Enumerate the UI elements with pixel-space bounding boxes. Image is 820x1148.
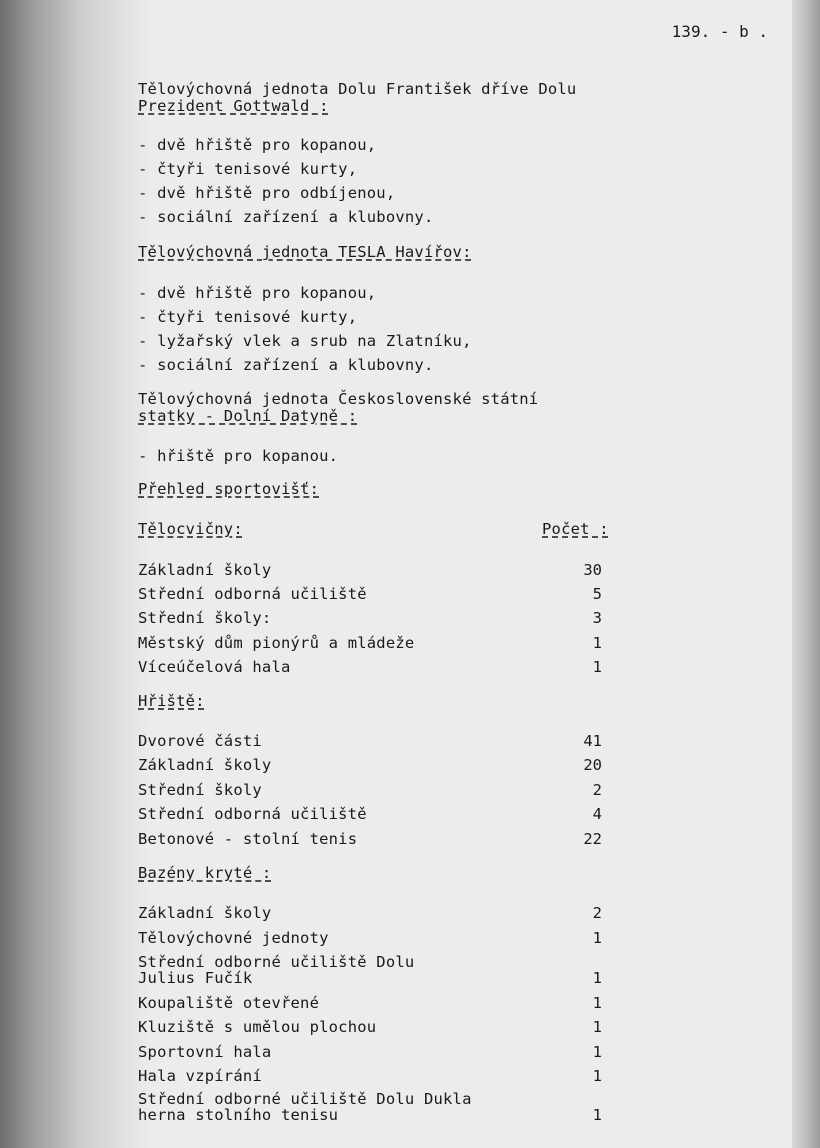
table-row-count: 30 [583,561,602,579]
table-row-label: Dvorové části [138,732,262,750]
table-row-count: 1 [592,1018,602,1036]
list-item: - sociální zařízení a klubovny. [138,356,434,374]
table-row-count: 1 [592,658,602,676]
table-row-count: 1 [592,929,602,947]
list-item: - čtyři tenisové kurty, [138,160,358,178]
table-row-label: Základní školy [138,756,272,774]
table-row-label: Střední odborné učiliště Dolu Dukla [138,1090,472,1108]
table-row-label: Základní školy [138,904,272,922]
table-row-count: 3 [592,609,602,627]
table-row-count: 1 [592,1106,602,1124]
table-row-count: 1 [592,994,602,1012]
table-row-label: Městský dům pionýrů a mládeže [138,634,415,652]
table-row-count: 1 [592,1043,602,1061]
table-row-label: Koupaliště otevřené [138,994,320,1012]
count-header: Počet : [542,520,609,538]
section-heading: Tělovýchovná jednota Dolu František dříve Dolu [138,80,577,98]
table-row-count: 1 [592,634,602,652]
category-title: Hřiště: [138,692,205,710]
table-row-label: Střední školy: [138,609,272,627]
table-row-label: Julius Fučík [138,969,253,987]
category-title: Bazény kryté : [138,864,272,882]
table-row-label: Betonové - stolní tenis [138,830,358,848]
table-row-label: Základní školy [138,561,272,579]
list-item: - dvě hřiště pro kopanou, [138,284,377,302]
list-item: - dvě hřiště pro odbíjenou, [138,184,396,202]
table-row-count: 4 [592,805,602,823]
table-row-label: Střední odborná učiliště [138,805,367,823]
table-row-label: Střední školy [138,781,262,799]
category-title: Tělocvičny: [138,520,243,538]
table-row-label: Sportovní hala [138,1043,272,1061]
overview-title: Přehled sportovišť: [138,480,320,498]
table-row-label: Střední odborné učiliště Dolu [138,953,415,971]
section-heading: Prezident Gottwald : [138,97,329,115]
table-row-count: 5 [592,585,602,603]
table-row-count: 1 [592,1067,602,1085]
section-heading: statky - Dolní Datyně : [138,407,358,425]
table-row-label: Hala vzpírání [138,1067,262,1085]
table-row-count: 22 [583,830,602,848]
section-heading: Tělovýchovná jednota Československé státní [138,390,539,408]
table-row-count: 41 [583,732,602,750]
table-row-count: 1 [592,969,602,987]
list-item: - hřiště pro kopanou. [138,447,339,465]
table-row-count: 2 [592,904,602,922]
page-number: 139. - b . [671,22,768,41]
table-row-count: 20 [583,756,602,774]
table-row-label: Víceúčelová hala [138,658,291,676]
table-row-label: herna stolního tenisu [138,1106,339,1124]
table-row-count: 2 [592,781,602,799]
table-row-label: Kluziště s umělou plochou [138,1018,377,1036]
list-item: - čtyři tenisové kurty, [138,308,358,326]
section-heading: Tělovýchovná jednota TESLA Havířov: [138,243,472,261]
list-item: - lyžařský vlek a srub na Zlatníku, [138,332,472,350]
list-item: - sociální zařízení a klubovny. [138,208,434,226]
table-row-label: Střední odborná učiliště [138,585,367,603]
table-row-label: Tělovýchovné jednoty [138,929,329,947]
list-item: - dvě hřiště pro kopanou, [138,136,377,154]
